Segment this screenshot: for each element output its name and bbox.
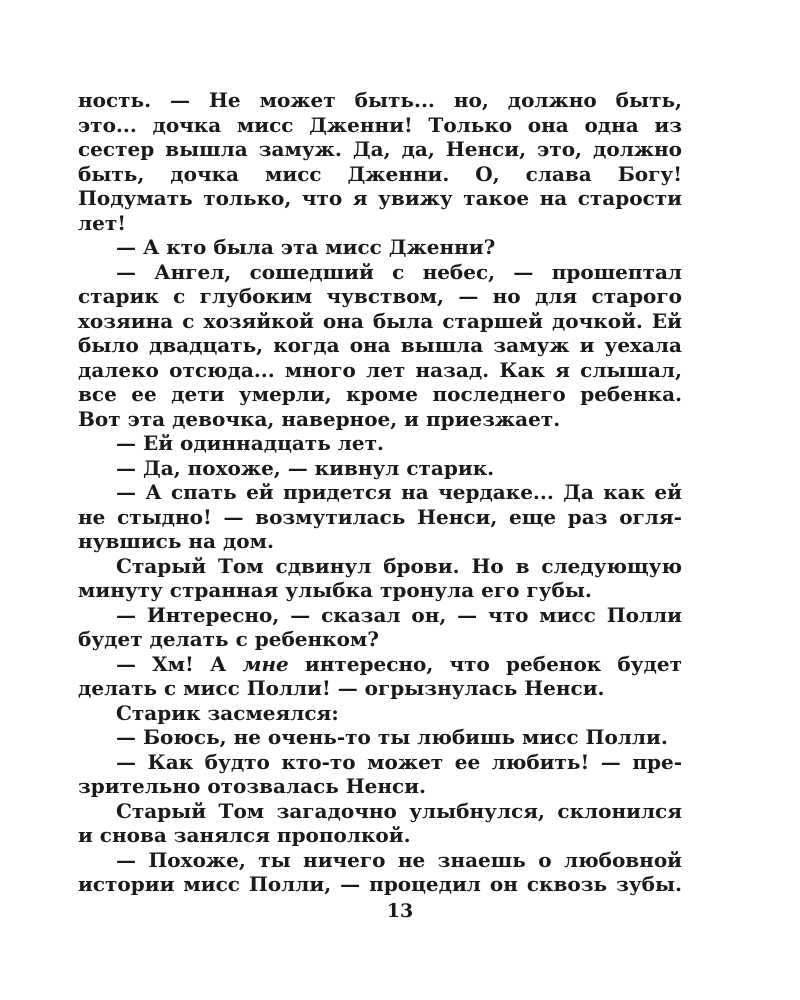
text-line: старик с глубоким чувством, — но для старого (78, 284, 682, 308)
text-line: Старый Том загадочно улыбнулся, склонился (116, 798, 682, 823)
text-line: — Ангел, сошедший с небес, — прошептал (116, 259, 682, 284)
text-line: будет делать с ребенком? (78, 627, 380, 651)
text-fragment: — Хм! А (116, 651, 243, 676)
text-line: Старик засмеялся: (116, 700, 339, 725)
text-fragment: интересно, что ребенок будет (288, 651, 682, 676)
text-line: и снова занялся прополкой. (78, 823, 411, 847)
text-line: минуту странная улыбка тронула его губы. (78, 578, 592, 602)
text-line: лет! (78, 210, 126, 235)
text-line: хозяина с хозяйкой она была старшей дочкой. Ей (78, 308, 682, 333)
emphasis-word: мне (242, 651, 289, 676)
text-line: Вот эта девочка, наверное, и приезжает. (78, 406, 561, 431)
page-number: 13 (386, 900, 414, 922)
text-line: было двадцать, когда она вышла замуж и уехала (78, 333, 682, 357)
text-line: делать с мисс Полли! — огрызнулась Ненси. (78, 676, 605, 700)
text-line: далеко отсюда... много лет назад. Как я слышал, (78, 357, 682, 382)
text-line: — Боюсь, не очень-то ты любишь мисс Полли. (116, 725, 668, 749)
text-line: — Как будто кто-то может ее любить! — пре- (116, 749, 682, 774)
text-line: — Интересно, — сказал он, — что мисс Полли (116, 602, 682, 627)
text-line: не стыдно! — возмутилась Ненси, еще раз огля- (78, 504, 682, 529)
text-line: — Да, похоже, — кивнул старик. (116, 455, 495, 480)
text-line: Старый Том сдвинул брови. Но в следующую (116, 553, 682, 578)
text-line: — А спать ей придется на чердаке... Да как ей (116, 480, 682, 504)
text-line: нувшись на дом. (78, 529, 274, 553)
text-line: — Ей одиннадцать лет. (116, 431, 384, 455)
page-text (78, 88, 682, 897)
text-line: Подумать только, что я увижу такое на старости (78, 186, 682, 210)
text-line: сестер вышла замуж. Да, да, Ненси, это, должно (78, 137, 682, 161)
text-line: быть, дочка мисс Дженни. О, слава Богу! (78, 161, 682, 186)
text-line: истории мисс Полли, — процедил он сквозь зубы. (78, 872, 682, 896)
text-line: — Похоже, ты ничего не знаешь о любовной (116, 847, 682, 872)
text-line: зрительно отозвалась Ненси. (78, 774, 427, 798)
text-line: ность. — Не может быть... но, должно быть, (78, 88, 682, 112)
text-line: это... дочка мисс Дженни! Только она одна из (78, 112, 682, 137)
text-line: — А кто была эта мисс Дженни? (116, 235, 496, 259)
text-line (78, 652, 682, 677)
text-line: все ее дети умерли, кроме последнего ребенка. (78, 382, 682, 406)
